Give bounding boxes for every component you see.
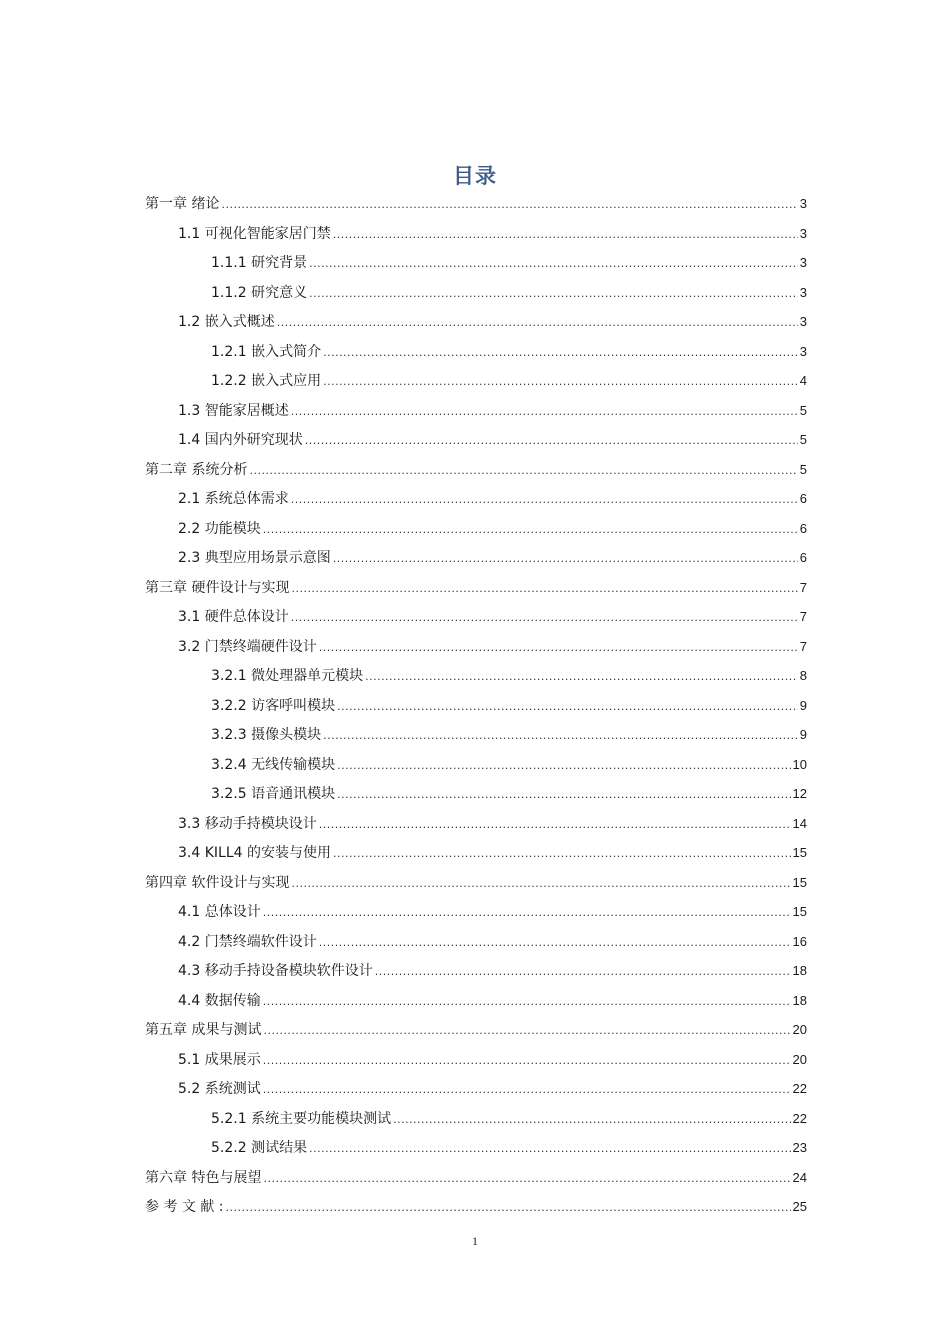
- toc-entry[interactable]: [145, 514, 807, 544]
- toc-entry[interactable]: [145, 543, 807, 573]
- toc-entry-page: 3: [799, 196, 807, 211]
- toc-entry[interactable]: [145, 868, 807, 898]
- toc-entry-title: 1.2.1 嵌入式简介: [211, 343, 322, 360]
- dot-leader: [263, 898, 791, 928]
- toc-entry-title: 1.3 智能家居概述: [178, 402, 289, 419]
- toc-entry-title: 3.1 硬件总体设计: [178, 609, 289, 625]
- toc-entry[interactable]: [145, 248, 807, 278]
- toc-entry[interactable]: [145, 927, 807, 957]
- dot-leader: [333, 220, 798, 250]
- toc-entry-title: 1.2.2 嵌入式应用: [211, 373, 322, 389]
- dot-leader: [226, 1193, 791, 1223]
- toc-entry-page: 22: [792, 1110, 807, 1126]
- toc-entry-page: 3: [799, 225, 807, 241]
- toc-entry-title: 3.2.3 摄像头模块: [211, 727, 322, 743]
- toc-entry[interactable]: [145, 307, 807, 337]
- toc-entry[interactable]: [145, 573, 807, 603]
- toc-entry-page: 15: [792, 904, 807, 919]
- toc-entry[interactable]: [145, 986, 807, 1016]
- toc-entry-title: 2.3 典型应用场景示意图: [178, 550, 331, 566]
- toc-entry-title: 3.2.4 无线传输模块: [211, 756, 336, 773]
- dot-leader: [319, 633, 798, 663]
- dot-leader: [249, 456, 797, 486]
- toc-entry-page: 6: [799, 520, 807, 536]
- dot-leader: [221, 190, 797, 220]
- toc-entry-title: 2.2 功能模块: [178, 520, 261, 537]
- toc-entry-title: 4.1 总体设计: [178, 904, 261, 920]
- dot-leader: [263, 987, 791, 1017]
- dot-leader: [323, 338, 798, 368]
- toc-entry[interactable]: [145, 602, 807, 632]
- dot-leader: [291, 603, 798, 633]
- dot-leader: [319, 810, 791, 840]
- toc-entry-page: 3: [799, 255, 807, 270]
- dot-leader: [291, 869, 790, 899]
- dot-leader: [305, 426, 798, 456]
- toc-entry-page: 7: [799, 579, 807, 595]
- dot-leader: [337, 780, 790, 810]
- toc-entry[interactable]: [145, 1192, 807, 1222]
- toc-entry[interactable]: [145, 1104, 807, 1134]
- table-of-contents: [145, 189, 807, 1222]
- toc-entry-title: 1.4 国内外研究现状: [178, 432, 303, 448]
- toc-entry[interactable]: [145, 750, 807, 780]
- toc-entry-page: 25: [792, 1199, 807, 1214]
- toc-entry-title: 5.2 系统测试: [178, 1081, 261, 1097]
- toc-entry[interactable]: [145, 455, 807, 485]
- toc-entry[interactable]: [145, 1074, 807, 1104]
- toc-entry[interactable]: [145, 779, 807, 809]
- toc-entry-title: 第二章 系统分析: [145, 461, 248, 478]
- dot-leader: [323, 367, 798, 397]
- toc-entry[interactable]: [145, 396, 807, 426]
- toc-entry-page: 20: [792, 1051, 807, 1067]
- toc-entry-page: 15: [792, 874, 807, 890]
- toc-entry-page: 15: [792, 845, 807, 860]
- toc-entry-page: 12: [792, 786, 807, 801]
- toc-entry-page: 3: [799, 284, 807, 300]
- toc-entry-title: 1.2 嵌入式概述: [178, 314, 275, 330]
- dot-leader: [309, 249, 798, 279]
- toc-entry[interactable]: [145, 1015, 807, 1045]
- toc-entry-title: 2.1 系统总体需求: [178, 491, 289, 507]
- dot-leader: [263, 1046, 791, 1076]
- dot-leader: [277, 308, 798, 338]
- toc-entry-title: 第三章 硬件设计与实现: [145, 579, 290, 596]
- toc-entry-title: 4.2 门禁终端软件设计: [178, 933, 317, 950]
- toc-entry-title: 4.4 数据传输: [178, 992, 261, 1009]
- toc-entry-page: 6: [799, 491, 807, 506]
- dot-leader: [291, 485, 798, 515]
- toc-entry-title: 3.2.1 微处理器单元模块: [211, 668, 364, 684]
- dot-leader: [263, 1075, 791, 1105]
- toc-entry-page: 18: [792, 963, 807, 978]
- toc-entry[interactable]: [145, 720, 807, 750]
- toc-entry[interactable]: [145, 661, 807, 691]
- toc-entry-page: 4: [799, 373, 807, 388]
- toc-entry-page: 5: [799, 402, 807, 418]
- dot-leader: [365, 662, 798, 692]
- dot-leader: [337, 692, 798, 722]
- dot-leader: [291, 574, 797, 604]
- toc-entry-page: 5: [799, 461, 807, 477]
- toc-title: 目录: [453, 164, 497, 188]
- dot-leader: [323, 721, 798, 751]
- toc-entry-title: 第五章 成果与测试: [145, 1022, 262, 1038]
- toc-entry-title: 1.1 可视化智能家居门禁: [178, 225, 331, 242]
- page-number: 1: [472, 1234, 478, 1248]
- toc-entry-title: 5.2.1 系统主要功能模块测试: [211, 1110, 392, 1127]
- toc-entry[interactable]: [145, 189, 807, 219]
- dot-leader: [263, 515, 798, 545]
- toc-entry[interactable]: [145, 484, 807, 514]
- toc-entry-page: 7: [799, 638, 807, 654]
- toc-entry-title: 3.2.2 访客呼叫模块: [211, 697, 336, 714]
- toc-entry[interactable]: [145, 1133, 807, 1163]
- toc-entry-page: 23: [792, 1140, 807, 1155]
- toc-entry[interactable]: [145, 425, 807, 455]
- toc-entry-page: 16: [792, 933, 807, 949]
- toc-entry-title: 5.2.2 测试结果: [211, 1140, 308, 1156]
- toc-entry[interactable]: [145, 691, 807, 721]
- toc-entry-page: 8: [799, 668, 807, 683]
- dot-leader: [319, 928, 791, 958]
- toc-entry[interactable]: [145, 632, 807, 662]
- toc-entry-title: 5.1 成果展示: [178, 1051, 261, 1068]
- toc-entry-title: 1.1.1 研究背景: [211, 255, 308, 271]
- dot-leader: [333, 839, 791, 869]
- toc-entry-title: 第四章 软件设计与实现: [145, 874, 290, 891]
- toc-entry-title: 参 考 文 献 :: [145, 1199, 224, 1215]
- dot-leader: [291, 397, 798, 427]
- toc-entry[interactable]: [145, 897, 807, 927]
- toc-entry-title: 3.3 移动手持模块设计: [178, 815, 317, 832]
- toc-entry-page: 18: [792, 992, 807, 1008]
- toc-entry-page: 9: [799, 727, 807, 742]
- dot-leader: [263, 1164, 790, 1194]
- toc-entry[interactable]: [145, 366, 807, 396]
- toc-entry[interactable]: [145, 809, 807, 839]
- toc-entry[interactable]: [145, 838, 807, 868]
- toc-entry-title: 第六章 特色与展望: [145, 1169, 262, 1186]
- dot-leader: [309, 1134, 790, 1164]
- toc-entry-page: 3: [799, 314, 807, 329]
- toc-entry-title: 第一章 绪论: [145, 196, 220, 212]
- dot-leader: [337, 751, 790, 781]
- toc-entry-page: 10: [792, 756, 807, 772]
- toc-entry-title: 3.2 门禁终端硬件设计: [178, 638, 317, 655]
- toc-entry-title: 4.3 移动手持设备模块软件设计: [178, 963, 373, 979]
- toc-entry-page: 3: [799, 343, 807, 359]
- toc-entry-page: 24: [792, 1169, 807, 1185]
- toc-entry-page: 7: [799, 609, 807, 624]
- toc-entry-page: 20: [792, 1022, 807, 1037]
- toc-entry[interactable]: [145, 219, 807, 249]
- toc-entry[interactable]: [145, 1163, 807, 1193]
- toc-entry-page: 22: [792, 1081, 807, 1096]
- toc-entry-page: 5: [799, 432, 807, 447]
- dot-leader: [263, 1016, 790, 1046]
- toc-entry[interactable]: [145, 337, 807, 367]
- toc-entry[interactable]: [145, 1045, 807, 1075]
- toc-entry-title: 3.4 KILL4 的安装与使用: [178, 845, 331, 861]
- toc-entry[interactable]: [145, 956, 807, 986]
- toc-entry-page: 9: [799, 697, 807, 713]
- dot-leader: [333, 544, 798, 574]
- dot-leader: [375, 957, 791, 987]
- toc-entry[interactable]: [145, 278, 807, 308]
- toc-entry-page: 6: [799, 550, 807, 565]
- toc-entry-title: 1.1.2 研究意义: [211, 284, 308, 301]
- toc-entry-title: 3.2.5 语音通讯模块: [211, 786, 336, 802]
- toc-entry-page: 14: [792, 815, 807, 831]
- dot-leader: [309, 279, 798, 309]
- dot-leader: [393, 1105, 790, 1135]
